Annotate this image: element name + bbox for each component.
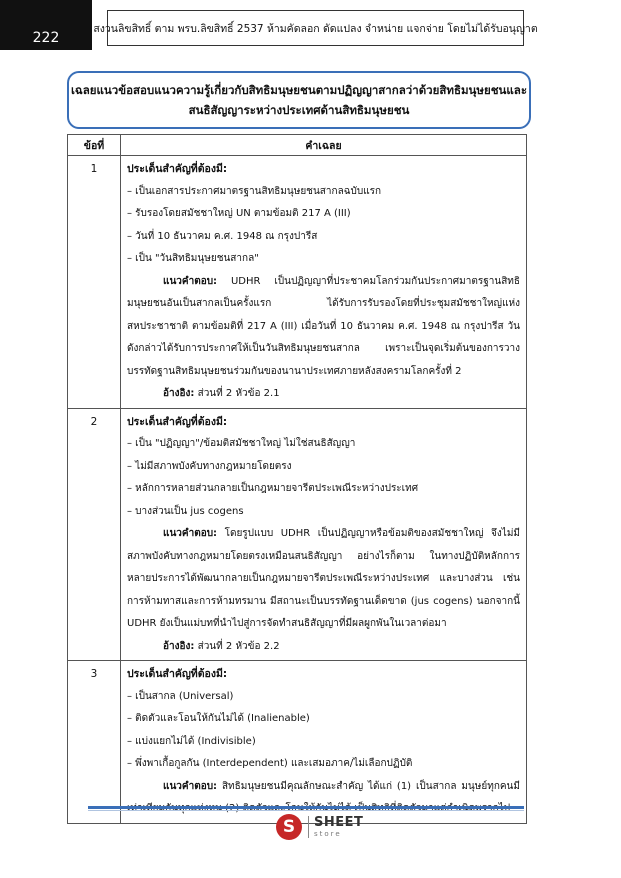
table-row bbox=[68, 661, 527, 824]
key-points-heading: ประเด็นสำคัญที่ต้องมี: bbox=[127, 163, 228, 175]
guide-answer-label: แนวคำตอบ: bbox=[163, 275, 218, 287]
logo-subtitle: store bbox=[314, 830, 342, 838]
guide-answer-text: UDHR เป็นปฏิญญาที่ประชาคมโลกร่วมกันประกาศมาตรฐานสิทธิมนุษยชนอันเป็นสากลเป็นครั้งแรก ได้รับการรับรองโดยที่ประชุมสมัชชาใหญ่แห่งสหประชาชาติ ตามข้อมติที่ 217 A (III) เมื่อวันที่ 10 ธันวาคม ค.ศ. 1948 ณ กรุงปารีส วันดังกล่าวได้รับการประกาศให้เป็นวันสิทธิมนุษยชนสากล เพราะเป็นจุดเริ่มต้นของการวางบรรทัดฐานสิทธิมนุษยชนร่วมกันของนานาประเทศภายหลังสงครามโลกครั้งที่ 2 bbox=[127, 275, 520, 377]
answer-cell bbox=[121, 408, 527, 661]
guide-answer-label: แนวคำตอบ: bbox=[163, 528, 218, 539]
key-point: – พึ่งพาเกื้อกูลกัน (Interdependent) และเสมอภาค/ไม่เลือกปฏิบัติ bbox=[127, 758, 413, 769]
key-points-heading: ประเด็นสำคัญที่ต้องมี: bbox=[127, 415, 228, 428]
guide-answer-text: สิทธิมนุษยชนมีคุณลักษณะสำคัญ ได้แก่ (1) เป็นสากล มนุษย์ทุกคนมี bbox=[221, 780, 520, 792]
reference-label: อ้างอิง: bbox=[163, 640, 195, 652]
key-point: – วันที่ 10 ธันวาคม ค.ศ. 1948 ณ กรุงปารีส bbox=[127, 230, 318, 242]
logo-mark-icon: S bbox=[276, 814, 302, 840]
table-row bbox=[68, 156, 527, 409]
table-header-row bbox=[68, 135, 527, 156]
column-header-answer: คำเฉลย bbox=[121, 135, 527, 156]
key-point: – ไม่มีสภาพบังคับทางกฎหมายโดยตรง bbox=[127, 460, 292, 472]
page-number: 222 bbox=[0, 0, 92, 50]
key-point: – เป็นเอกสารประกาศมาตรฐานสิทธิมนุษยชนสากลฉบับแรก bbox=[127, 185, 382, 197]
reference-text: ส่วนที่ 2 หัวข้อ 2.1 bbox=[194, 388, 280, 399]
title-line-2: สนธิสัญญาระหว่างประเทศด้านสิทธิมนุษยชน bbox=[188, 103, 410, 117]
column-header-number: ข้อที่ bbox=[68, 135, 121, 156]
footer-rule-thin bbox=[88, 810, 524, 811]
question-number: 3 bbox=[68, 661, 121, 824]
guide-answer bbox=[127, 271, 520, 384]
key-point: – หลักการหลายส่วนกลายเป็นกฎหมายจารีตประเพณีระหว่างประเทศ bbox=[127, 483, 419, 494]
key-point: – เป็น "วันสิทธิมนุษยชนสากล" bbox=[127, 253, 259, 264]
reference-text: ส่วนที่ 2 หัวข้อ 2.2 bbox=[194, 640, 280, 652]
footer-rule bbox=[88, 806, 524, 809]
answer-cell bbox=[121, 661, 527, 824]
logo-wordmark bbox=[308, 816, 363, 838]
key-point: – เป็นสากล (Universal) bbox=[127, 690, 234, 702]
key-points-heading: ประเด็นสำคัญที่ต้องมี: bbox=[127, 668, 228, 680]
question-number: 1 bbox=[68, 156, 121, 409]
key-point: – เป็น "ปฏิญญา"/ข้อมติสมัชชาใหญ่ ไม่ใช่สนธิสัญญา bbox=[127, 438, 356, 449]
copyright-notice: สงวนลิขสิทธิ์ ตาม พรบ.ลิขสิทธิ์ 2537 ห้ามคัดลอก ดัดแปลง จำหน่าย แจกจ่าย โดยไม่ได้รับอนุญาต bbox=[107, 10, 524, 46]
logo-name: SHEET bbox=[314, 815, 364, 830]
key-point: – บางส่วนเป็น jus cogens bbox=[127, 505, 244, 517]
guide-answer-label: แนวคำตอบ: bbox=[163, 780, 218, 792]
key-point: – ติดตัวและโอนให้กันไม่ได้ (Inalienable) bbox=[127, 713, 310, 724]
reference bbox=[127, 636, 520, 659]
guide-answer-text: โดยรูปแบบ UDHR เป็นปฏิญญาหรือข้อมติของสมัชชาใหญ่ จึงไม่มีสภาพบังคับทางกฎหมายโดยตรงเหมือนสนธิสัญญา อย่างไรก็ตาม ในทางปฏิบัติหลักการหลายประการได้พัฒนากลายเป็นกฎหมายจารีตประเพณีระหว่างประเทศ และบางส่วน เช่น การห้ามทาสและการห้ามทรมาน มีสถานะเป็นบรรทัดฐานเด็ดขาด (jus cogens) นอกจากนี้ UDHR ยังเป็นแม่บทที่นำไปสู่การจัดทำสนธิสัญญาที่มีผลผูกพันในเวลาต่อมา bbox=[127, 528, 520, 629]
answer-cell bbox=[121, 156, 527, 409]
answer-table bbox=[67, 134, 527, 824]
question-number: 2 bbox=[68, 408, 121, 661]
key-point: – รับรองโดยสมัชชาใหญ่ UN ตามข้อมติ 217 A (III) bbox=[127, 208, 351, 219]
reference-label: อ้างอิง: bbox=[163, 388, 195, 399]
sheet-store-logo bbox=[276, 814, 363, 840]
section-title-box bbox=[67, 71, 531, 129]
reference bbox=[127, 383, 520, 406]
key-point: – แบ่งแยกไม่ได้ (Indivisible) bbox=[127, 735, 256, 747]
guide-answer bbox=[127, 523, 520, 636]
title-line-1: เฉลยแนวข้อสอบแนวความรู้เกี่ยวกับสิทธิมนุษยชนตามปฏิญญาสากลว่าด้วยสิทธิมนุษยชนและ bbox=[70, 83, 528, 97]
table-row bbox=[68, 408, 527, 661]
